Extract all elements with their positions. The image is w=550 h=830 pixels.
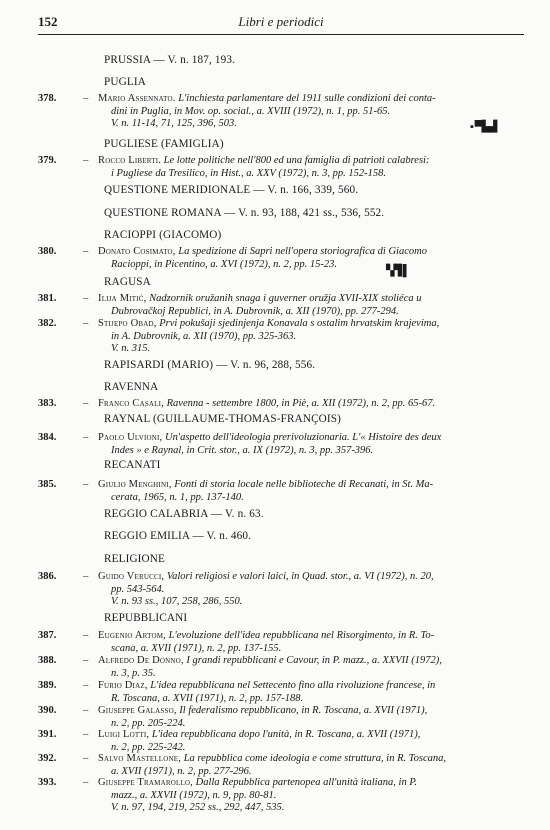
entry-body <box>98 318 526 356</box>
entry-author: Rocco Liberti. <box>98 155 162 166</box>
entry-385 <box>38 479 526 504</box>
ink-mark: ▚▜ ▌ <box>386 265 410 277</box>
entry-line: Le lotte politiche nell'800 ed una famiglia di patrioti calabresi: <box>163 155 430 166</box>
entry-body <box>98 705 526 730</box>
entry-line: mazz., a. XXVII (1972), n. 9, pp. 80-81. <box>111 789 277 801</box>
entry-crossref: V. n. 11-14, 71, 125, 396, 503. <box>111 118 237 130</box>
entry-number: 382. <box>38 318 57 329</box>
entry-author: Guido Verucci, <box>98 571 165 582</box>
entry-author: Furio Diaz, <box>98 680 148 691</box>
entry-line: Dubrovačkoj Republici, in A. Dubrovnik, a. XII (1970), pp. 277-294. <box>111 305 399 317</box>
entry-body <box>98 729 526 754</box>
entry-line: R. Toscana, a. XVII (1971), n. 2, pp. 157-188. <box>111 692 304 704</box>
entry-body <box>98 293 526 318</box>
entry-line: cerata, 1965, n. 1, pp. 137-140. <box>111 491 244 503</box>
entry-line: n. 2, pp. 205-224. <box>111 717 186 729</box>
heading-racioppi: RACIOPPI (GIACOMO) <box>104 229 222 241</box>
entry-number: 387. <box>38 630 57 641</box>
entry-author: Franco Casali, <box>98 398 165 409</box>
heading-reggio-calabria: REGGIO CALABRIA — V. n. 63. <box>104 508 264 520</box>
entry-body <box>98 432 526 457</box>
heading-pugliese: PUGLIESE (FAMIGLIA) <box>104 138 224 150</box>
entry-author: Luigi Lotti, <box>98 729 150 740</box>
entry-number: 381. <box>38 293 57 304</box>
entry-number: 384. <box>38 432 57 443</box>
entry-number: 380. <box>38 246 57 257</box>
entry-number: 378. <box>38 93 57 104</box>
entry-dash: – <box>83 777 89 788</box>
entry-dash: – <box>83 571 89 582</box>
entry-line: Dalla Repubblica partenopea all'unità italiana, in P. <box>195 777 418 788</box>
entry-line: a. XVII (1971), n. 2, pp. 277-296. <box>111 765 252 777</box>
entry-number: 393. <box>38 777 57 788</box>
entry-author: Donato Cosimato, <box>98 246 176 257</box>
entry-number: 390. <box>38 705 57 716</box>
entry-line: Il federalismo repubblicano, in R. Toscana, a. XVII (1971), <box>179 705 428 716</box>
entry-dash: – <box>83 398 89 409</box>
entry-378 <box>38 93 526 131</box>
entry-line: L'evoluzione dell'idea repubblicana nel Risorgimento, in R. To- <box>168 630 435 641</box>
entry-line: pp. 543-564. <box>111 583 165 595</box>
entry-line: Valori religiosi e valori laici, in Quad. stor., a. VI (1972), n. 20, <box>166 571 434 582</box>
entry-body <box>98 398 526 411</box>
entry-crossref: V. n. 93 ss., 107, 258, 286, 550. <box>111 596 243 608</box>
entry-number: 385. <box>38 479 57 490</box>
entry-line: scana, a. XVII (1971), n. 2, pp. 137-155. <box>111 642 282 654</box>
entry-382 <box>38 318 526 356</box>
entry-dash: – <box>83 680 89 691</box>
entry-dash: – <box>83 705 89 716</box>
entry-393 <box>38 777 526 815</box>
entry-author: Giulio Menghini, <box>98 479 172 490</box>
running-header <box>38 14 524 36</box>
entry-dash: – <box>83 246 89 257</box>
entry-body <box>98 777 526 815</box>
header-rule <box>38 34 524 35</box>
entry-author: Giuseppe Galasso, <box>98 705 177 716</box>
entry-line: La repubblica come ideologia e come struttura, in R. Toscana, <box>183 753 446 764</box>
entry-author: Paolo Ulvioni, <box>98 432 163 443</box>
entry-line: n. 3, p. 35. <box>111 667 156 679</box>
entry-number: 392. <box>38 753 57 764</box>
entry-line: Nadzornik oružanih snaga i guverner oružja XVII-XIX stoliéca u <box>149 293 422 304</box>
entry-390 <box>38 705 526 730</box>
entry-388 <box>38 655 526 680</box>
entry-number: 391. <box>38 729 57 740</box>
entry-body <box>98 246 526 271</box>
entry-381 <box>38 293 526 318</box>
entry-379 <box>38 155 526 180</box>
heading-questione-meridionale: QUESTIONE MERIDIONALE — V. n. 166, 339, 560. <box>104 184 359 196</box>
entry-author: Stijepo Obad, <box>98 318 157 329</box>
entry-crossref: V. n. 315. <box>111 343 151 355</box>
entry-389 <box>38 680 526 705</box>
entry-line: Prvi pokušaji sjedinjenja Konavala s ostalim hrvatskim krajevima, <box>159 318 440 329</box>
entry-line: Fonti di storia locale nelle biblioteche di Recanati, in St. Ma- <box>174 479 434 490</box>
heading-ragusa: RAGUSA <box>104 276 151 288</box>
entry-line: La spedizione di Sapri nell'opera storiografica di Giacomo <box>178 246 427 257</box>
heading-religione: RELIGIONE <box>104 553 166 565</box>
entry-body <box>98 630 526 655</box>
entry-body <box>98 680 526 705</box>
entry-391 <box>38 729 526 754</box>
heading-rapisardi: RAPISARDI (MARIO) — V. n. 96, 288, 556. <box>104 359 316 371</box>
entry-dash: – <box>83 293 89 304</box>
entry-line: L'idea repubblicana dopo l'unità, in R. Toscana, a. XVII (1971), <box>151 729 421 740</box>
entry-body <box>98 155 526 180</box>
entry-body <box>98 571 526 609</box>
entry-dash: – <box>83 729 89 740</box>
entry-line: i Pugliese da Tresilico, in Hist., a. XXV (1972), n. 3, pp. 152-158. <box>111 167 387 179</box>
entry-dash: – <box>83 655 89 666</box>
entry-392 <box>38 753 526 778</box>
entry-line: Un'aspetto dell'ideologia prerivoluzionaria. L'« Histoire des deux <box>165 432 442 443</box>
entry-body <box>98 753 526 778</box>
heading-recanati: RECANATI <box>104 459 161 471</box>
entry-number: 388. <box>38 655 57 666</box>
heading-raynal: RAYNAL (GUILLAUME-THOMAS-FRANÇOIS) <box>104 413 342 425</box>
entry-author: Alfredo De Donno, <box>98 655 184 666</box>
entry-dash: – <box>83 93 89 104</box>
entry-line: n. 2, pp. 225-242. <box>111 741 186 753</box>
heading-puglia: PUGLIA <box>104 76 146 88</box>
entry-dash: – <box>83 479 89 490</box>
entry-dash: – <box>83 155 89 166</box>
entry-dash: – <box>83 753 89 764</box>
entry-line: Indes » e Raynal, in Crit. stor., a. IX (1972), n. 3, pp. 357-396. <box>111 444 374 456</box>
heading-repubblicani: REPUBBLICANI <box>104 612 188 624</box>
entry-dash: – <box>83 630 89 641</box>
entry-number: 386. <box>38 571 57 582</box>
entry-386 <box>38 571 526 609</box>
entry-line: Ravenna - settembre 1800, in Piè, a. XII (1972), n. 2, pp. 65-67. <box>166 398 436 409</box>
entry-line: Racioppi, in Picentino, a. XVI (1972), n. 2, pp. 15-23. <box>111 258 338 270</box>
ink-mark: ▪ ▀▙▟ <box>470 121 497 133</box>
entry-380 <box>38 246 526 271</box>
entry-body <box>98 479 526 504</box>
entry-body <box>98 93 526 131</box>
entry-number: 389. <box>38 680 57 691</box>
entry-author: Eugenio Artom, <box>98 630 166 641</box>
entry-author: Ilija Mitić, <box>98 293 147 304</box>
entry-dash: – <box>83 432 89 443</box>
entry-body <box>98 655 526 680</box>
entry-number: 379. <box>38 155 57 166</box>
entry-number: 383. <box>38 398 57 409</box>
entry-author: Giuseppe Tramarollo, <box>98 777 194 788</box>
heading-reggio-emilia: REGGIO EMILIA — V. n. 460. <box>104 530 252 542</box>
entry-384 <box>38 432 526 457</box>
heading-questione-romana: QUESTIONE ROMANA — V. n. 93, 188, 421 ss., 536, 552. <box>104 207 385 219</box>
entry-dash: – <box>83 318 89 329</box>
running-title: Libri e periodici <box>238 14 324 29</box>
entry-author: Salvo Mastellone, <box>98 753 182 764</box>
entry-line: L'inchiesta parlamentare del 1911 sulle condizioni dei conta- <box>178 93 436 104</box>
entry-383 <box>38 398 526 411</box>
entry-line: I grandi repubblicani e Cavour, in P. mazz., a. XXVII (1972), <box>186 655 442 666</box>
entry-line: L'idea repubblicana nel Settecento fino alla rivoluzione francese, in <box>150 680 436 691</box>
page-number: 152 <box>38 14 58 29</box>
entry-line: in A. Dubrovnik, a. XII (1970), pp. 325-363. <box>111 330 297 342</box>
entry-crossref: V. n. 97, 194, 219, 252 ss., 292, 447, 535. <box>111 802 285 814</box>
heading-prussia: PRUSSIA — V. n. 187, 193. <box>104 54 236 66</box>
entry-line: dini in Puglia, in Mov. op. social., a. XVIII (1972), n. 1, pp. 51-65. <box>111 105 391 117</box>
entry-387 <box>38 630 526 655</box>
heading-ravenna: RAVENNA <box>104 381 159 393</box>
entry-author: Mario Assennato. <box>98 93 176 104</box>
